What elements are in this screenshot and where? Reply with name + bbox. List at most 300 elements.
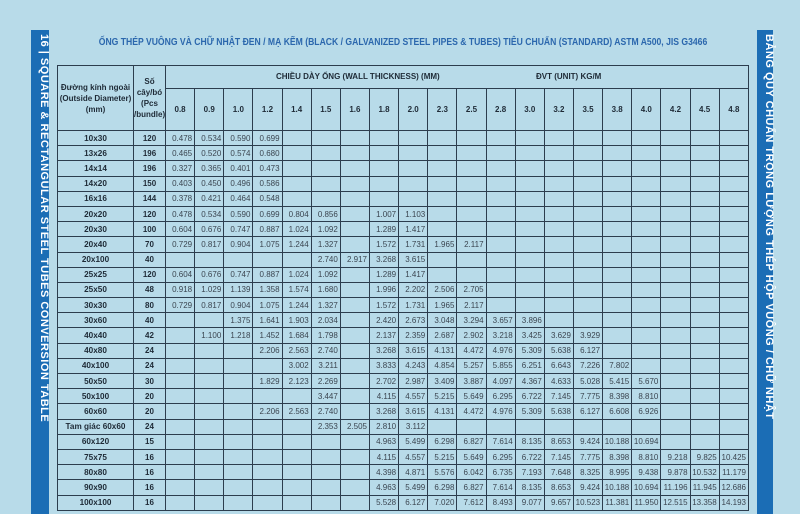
weight-cell: 0.534 bbox=[195, 131, 224, 146]
weight-cell bbox=[544, 267, 573, 282]
weight-cell: 2.206 bbox=[253, 343, 282, 358]
weight-cell bbox=[632, 328, 661, 343]
weight-cell: 0.887 bbox=[253, 267, 282, 282]
weight-cell bbox=[282, 480, 311, 495]
table-row bbox=[58, 237, 749, 252]
row-size: 14x20 bbox=[58, 176, 134, 191]
table-row bbox=[58, 222, 749, 237]
weight-cell bbox=[282, 419, 311, 434]
weight-cell bbox=[603, 328, 632, 343]
weight-cell bbox=[515, 252, 544, 267]
weight-cell bbox=[486, 146, 515, 161]
weight-cell: 2.810 bbox=[369, 419, 398, 434]
weight-cell: 6.127 bbox=[573, 343, 602, 358]
weight-cell bbox=[282, 434, 311, 449]
weight-cell bbox=[457, 267, 486, 282]
table-row bbox=[58, 404, 749, 419]
weight-cell: 4.871 bbox=[399, 465, 428, 480]
weight-cell: 3.833 bbox=[369, 358, 398, 373]
page-title: ỐNG THÉP VUÔNG VÀ CHỮ NHẬT ĐEN / MẠ KẼM (BLACK / GALVANIZED STEEL PIPES & TUBES) TIÊU CHUẨN (STANDARD) ASTM A500, JIS G3466 bbox=[98, 36, 708, 48]
weight-cell bbox=[515, 191, 544, 206]
weight-cell bbox=[195, 419, 224, 434]
row-size: 16x16 bbox=[58, 191, 134, 206]
weight-cell bbox=[340, 282, 369, 297]
weight-cell bbox=[661, 343, 690, 358]
weight-cell: 1.007 bbox=[369, 206, 398, 221]
weight-cell bbox=[632, 222, 661, 237]
weight-cell: 1.417 bbox=[399, 222, 428, 237]
weight-cell: 10.188 bbox=[603, 480, 632, 495]
weight-cell: 1.218 bbox=[224, 328, 253, 343]
weight-cell bbox=[661, 419, 690, 434]
weight-cell bbox=[690, 404, 719, 419]
row-pcs: 70 bbox=[134, 237, 166, 252]
weight-cell bbox=[340, 389, 369, 404]
weight-cell: 1.029 bbox=[195, 282, 224, 297]
weight-cell bbox=[369, 191, 398, 206]
weight-cell: 4.115 bbox=[369, 449, 398, 464]
weight-cell bbox=[719, 358, 748, 373]
row-pcs: 100 bbox=[134, 222, 166, 237]
weight-cell: 12.686 bbox=[719, 480, 748, 495]
weight-cell: 2.359 bbox=[399, 328, 428, 343]
weight-cell bbox=[544, 282, 573, 297]
weight-cell bbox=[224, 419, 253, 434]
weight-cell bbox=[457, 419, 486, 434]
weight-cell bbox=[515, 206, 544, 221]
table-row bbox=[58, 298, 749, 313]
weight-cell bbox=[573, 191, 602, 206]
weight-cell: 1.244 bbox=[282, 237, 311, 252]
row-pcs: 196 bbox=[134, 146, 166, 161]
weight-cell bbox=[632, 146, 661, 161]
weight-cell bbox=[690, 237, 719, 252]
weight-cell: 3.447 bbox=[311, 389, 340, 404]
weight-cell bbox=[282, 465, 311, 480]
weight-cell bbox=[340, 495, 369, 510]
weight-cell bbox=[340, 480, 369, 495]
weight-cell: 1.574 bbox=[282, 282, 311, 297]
row-size: 50x50 bbox=[58, 374, 134, 389]
weight-cell bbox=[340, 206, 369, 221]
weight-cell bbox=[690, 146, 719, 161]
weight-cell: 7.612 bbox=[457, 495, 486, 510]
weight-cell bbox=[690, 374, 719, 389]
table-row bbox=[58, 374, 749, 389]
weight-cell: 4.976 bbox=[486, 343, 515, 358]
weight-cell bbox=[224, 465, 253, 480]
weight-cell bbox=[661, 176, 690, 191]
weight-cell: 0.604 bbox=[166, 267, 195, 282]
weight-cell bbox=[719, 419, 748, 434]
weight-cell: 0.729 bbox=[166, 298, 195, 313]
weight-cell bbox=[661, 267, 690, 282]
table-row bbox=[58, 313, 749, 328]
weight-cell: 8.653 bbox=[544, 480, 573, 495]
weight-cell: 1.996 bbox=[369, 282, 398, 297]
weight-cell bbox=[690, 131, 719, 146]
weight-cell: 9.424 bbox=[573, 480, 602, 495]
weight-cell bbox=[515, 237, 544, 252]
weight-cell bbox=[166, 465, 195, 480]
weight-cell: 4.557 bbox=[399, 389, 428, 404]
weight-cell bbox=[544, 206, 573, 221]
weight-cell bbox=[166, 328, 195, 343]
weight-cell bbox=[661, 206, 690, 221]
weight-cell bbox=[428, 146, 457, 161]
row-pcs: 24 bbox=[134, 343, 166, 358]
thickness-header: 0.8 bbox=[166, 89, 195, 131]
weight-cell: 0.478 bbox=[166, 131, 195, 146]
weight-cell: 6.735 bbox=[486, 465, 515, 480]
weight-cell bbox=[719, 434, 748, 449]
weight-cell: 2.506 bbox=[428, 282, 457, 297]
weight-cell bbox=[195, 358, 224, 373]
weight-cell: 0.496 bbox=[224, 176, 253, 191]
weight-cell bbox=[661, 282, 690, 297]
header-thickness: CHIỀU DÀY ỐNG (WALL THICKNESS) (MM) bbox=[276, 72, 440, 81]
weight-cell: 1.965 bbox=[428, 298, 457, 313]
weight-cell: 1.641 bbox=[253, 313, 282, 328]
weight-cell: 2.420 bbox=[369, 313, 398, 328]
row-size: 50x100 bbox=[58, 389, 134, 404]
thickness-header: 2.0 bbox=[399, 89, 428, 131]
weight-cell bbox=[166, 495, 195, 510]
weight-cell bbox=[340, 237, 369, 252]
row-size: 10x30 bbox=[58, 131, 134, 146]
weight-cell: 3.218 bbox=[486, 328, 515, 343]
weight-cell: 9.077 bbox=[515, 495, 544, 510]
weight-cell bbox=[340, 434, 369, 449]
weight-cell: 1.375 bbox=[224, 313, 253, 328]
table-body bbox=[58, 131, 749, 511]
weight-cell: 12.515 bbox=[661, 495, 690, 510]
weight-cell: 0.365 bbox=[195, 161, 224, 176]
row-size: 13x26 bbox=[58, 146, 134, 161]
row-pcs: 16 bbox=[134, 480, 166, 495]
weight-cell: 11.179 bbox=[719, 465, 748, 480]
weight-cell bbox=[428, 222, 457, 237]
thickness-header: 4.0 bbox=[632, 89, 661, 131]
weight-cell: 7.145 bbox=[544, 389, 573, 404]
thickness-header: 4.8 bbox=[719, 89, 748, 131]
weight-cell bbox=[195, 465, 224, 480]
weight-cell: 4.633 bbox=[544, 374, 573, 389]
weight-cell: 2.505 bbox=[340, 419, 369, 434]
weight-cell bbox=[486, 267, 515, 282]
weight-cell bbox=[661, 404, 690, 419]
weight-cell bbox=[253, 358, 282, 373]
weight-cell: 6.827 bbox=[457, 434, 486, 449]
header-diameter: Đường kính ngoài (Outside Diameter) (mm) bbox=[58, 66, 134, 131]
row-size: 25x50 bbox=[58, 282, 134, 297]
weight-cell: 8.398 bbox=[603, 449, 632, 464]
weight-cell: 2.269 bbox=[311, 374, 340, 389]
weight-cell: 11.196 bbox=[661, 480, 690, 495]
weight-cell: 7.193 bbox=[515, 465, 544, 480]
table-row bbox=[58, 480, 749, 495]
weight-cell bbox=[690, 298, 719, 313]
weight-cell: 4.963 bbox=[369, 434, 398, 449]
thickness-header: 1.2 bbox=[253, 89, 282, 131]
weight-cell: 10.425 bbox=[719, 449, 748, 464]
row-size: 100x100 bbox=[58, 495, 134, 510]
weight-cell bbox=[690, 267, 719, 282]
table-row bbox=[58, 343, 749, 358]
weight-cell bbox=[457, 176, 486, 191]
weight-cell: 7.226 bbox=[573, 358, 602, 373]
weight-cell bbox=[340, 191, 369, 206]
weight-cell bbox=[719, 328, 748, 343]
weight-cell bbox=[661, 161, 690, 176]
table-row bbox=[58, 131, 749, 146]
table-row bbox=[58, 495, 749, 510]
weight-cell bbox=[282, 161, 311, 176]
weight-cell bbox=[486, 206, 515, 221]
weight-cell bbox=[253, 480, 282, 495]
weight-cell: 10.694 bbox=[632, 434, 661, 449]
row-pcs: 196 bbox=[134, 161, 166, 176]
weight-cell: 3.425 bbox=[515, 328, 544, 343]
weight-cell: 0.327 bbox=[166, 161, 195, 176]
weight-cell bbox=[340, 328, 369, 343]
weight-cell bbox=[632, 161, 661, 176]
thickness-header: 3.8 bbox=[603, 89, 632, 131]
weight-cell bbox=[632, 298, 661, 313]
weight-cell bbox=[544, 191, 573, 206]
table-row bbox=[58, 176, 749, 191]
weight-cell: 1.244 bbox=[282, 298, 311, 313]
weight-cell bbox=[166, 358, 195, 373]
weight-cell: 0.450 bbox=[195, 176, 224, 191]
weight-cell bbox=[603, 252, 632, 267]
weight-cell: 2.702 bbox=[369, 374, 398, 389]
weight-cell bbox=[166, 434, 195, 449]
row-size: 60x120 bbox=[58, 434, 134, 449]
weight-cell: 8.398 bbox=[603, 389, 632, 404]
weight-cell bbox=[719, 374, 748, 389]
weight-cell: 11.381 bbox=[603, 495, 632, 510]
weight-cell bbox=[486, 298, 515, 313]
weight-cell bbox=[340, 176, 369, 191]
weight-cell: 3.615 bbox=[399, 252, 428, 267]
weight-cell: 9.657 bbox=[544, 495, 573, 510]
weight-cell bbox=[224, 434, 253, 449]
weight-cell: 7.614 bbox=[486, 434, 515, 449]
weight-cell: 1.092 bbox=[311, 267, 340, 282]
weight-cell bbox=[195, 495, 224, 510]
weight-cell: 2.740 bbox=[311, 404, 340, 419]
weight-cell: 1.417 bbox=[399, 267, 428, 282]
weight-cell bbox=[340, 161, 369, 176]
weight-cell bbox=[632, 313, 661, 328]
weight-cell bbox=[690, 252, 719, 267]
weight-cell bbox=[603, 176, 632, 191]
weight-cell: 6.643 bbox=[544, 358, 573, 373]
weight-cell: 5.499 bbox=[399, 434, 428, 449]
table-row bbox=[58, 191, 749, 206]
weight-cell: 9.438 bbox=[632, 465, 661, 480]
weight-cell: 4.398 bbox=[369, 465, 398, 480]
weight-cell: 2.740 bbox=[311, 343, 340, 358]
weight-cell bbox=[340, 131, 369, 146]
weight-cell bbox=[632, 282, 661, 297]
weight-cell: 6.608 bbox=[603, 404, 632, 419]
weight-cell bbox=[661, 434, 690, 449]
weight-cell bbox=[719, 222, 748, 237]
weight-cell bbox=[632, 419, 661, 434]
weight-cell bbox=[486, 131, 515, 146]
weight-cell bbox=[282, 146, 311, 161]
weight-cell bbox=[166, 449, 195, 464]
weight-cell bbox=[690, 313, 719, 328]
weight-cell: 8.493 bbox=[486, 495, 515, 510]
row-size: 40x80 bbox=[58, 343, 134, 358]
weight-cell: 3.211 bbox=[311, 358, 340, 373]
weight-cell: 2.202 bbox=[399, 282, 428, 297]
weight-cell: 1.100 bbox=[195, 328, 224, 343]
weight-cell: 7.648 bbox=[544, 465, 573, 480]
weight-cell: 0.856 bbox=[311, 206, 340, 221]
weight-cell bbox=[282, 389, 311, 404]
table-row bbox=[58, 358, 749, 373]
weight-cell bbox=[661, 191, 690, 206]
weight-cell: 2.987 bbox=[399, 374, 428, 389]
weight-cell: 4.472 bbox=[457, 404, 486, 419]
weight-cell: 0.421 bbox=[195, 191, 224, 206]
weight-cell: 1.289 bbox=[369, 267, 398, 282]
weight-cell bbox=[690, 282, 719, 297]
weight-cell bbox=[486, 419, 515, 434]
weight-cell bbox=[340, 343, 369, 358]
weight-cell bbox=[311, 146, 340, 161]
weight-cell bbox=[719, 252, 748, 267]
weight-cell bbox=[603, 282, 632, 297]
row-pcs: 16 bbox=[134, 449, 166, 464]
weight-cell bbox=[719, 267, 748, 282]
weight-cell bbox=[632, 176, 661, 191]
weight-cell bbox=[690, 206, 719, 221]
thickness-header: 3.0 bbox=[515, 89, 544, 131]
weight-cell bbox=[661, 358, 690, 373]
weight-cell bbox=[369, 176, 398, 191]
table-row bbox=[58, 206, 749, 221]
weight-cell bbox=[632, 343, 661, 358]
weight-cell: 1.731 bbox=[399, 237, 428, 252]
weight-cell: 1.024 bbox=[282, 267, 311, 282]
row-size: 40x100 bbox=[58, 358, 134, 373]
weight-cell: 5.028 bbox=[573, 374, 602, 389]
weight-cell bbox=[573, 282, 602, 297]
weight-cell: 1.684 bbox=[282, 328, 311, 343]
weight-cell bbox=[603, 146, 632, 161]
row-pcs: 15 bbox=[134, 434, 166, 449]
weight-cell bbox=[515, 222, 544, 237]
weight-cell: 0.520 bbox=[195, 146, 224, 161]
weight-cell bbox=[515, 176, 544, 191]
row-size: 60x60 bbox=[58, 404, 134, 419]
weight-cell bbox=[399, 161, 428, 176]
weight-cell bbox=[486, 191, 515, 206]
weight-cell bbox=[632, 131, 661, 146]
weight-cell bbox=[603, 191, 632, 206]
weight-cell: 8.135 bbox=[515, 480, 544, 495]
weight-cell bbox=[573, 176, 602, 191]
weight-cell: 6.127 bbox=[573, 404, 602, 419]
weight-cell: 5.415 bbox=[603, 374, 632, 389]
weight-cell bbox=[486, 161, 515, 176]
row-size: 20x100 bbox=[58, 252, 134, 267]
weight-cell bbox=[166, 480, 195, 495]
weight-cell bbox=[166, 404, 195, 419]
row-pcs: 48 bbox=[134, 282, 166, 297]
weight-cell: 2.902 bbox=[457, 328, 486, 343]
weight-cell: 3.268 bbox=[369, 343, 398, 358]
weight-cell: 1.075 bbox=[253, 298, 282, 313]
weight-cell: 4.097 bbox=[486, 374, 515, 389]
weight-cell bbox=[603, 343, 632, 358]
weight-cell: 3.887 bbox=[457, 374, 486, 389]
weight-cell bbox=[340, 222, 369, 237]
weight-cell: 1.024 bbox=[282, 222, 311, 237]
weight-cell: 5.649 bbox=[457, 449, 486, 464]
weight-cell bbox=[457, 206, 486, 221]
weight-cell bbox=[573, 313, 602, 328]
table-row bbox=[58, 282, 749, 297]
weight-cell bbox=[603, 267, 632, 282]
weight-cell bbox=[719, 206, 748, 221]
weight-cell: 0.680 bbox=[253, 146, 282, 161]
weight-cell: 5.499 bbox=[399, 480, 428, 495]
weight-cell bbox=[195, 252, 224, 267]
weight-cell: 4.963 bbox=[369, 480, 398, 495]
weight-cell bbox=[428, 176, 457, 191]
weight-cell: 1.327 bbox=[311, 237, 340, 252]
weight-cell: 5.528 bbox=[369, 495, 398, 510]
weight-cell bbox=[661, 389, 690, 404]
weight-cell: 2.563 bbox=[282, 404, 311, 419]
weight-cell: 14.193 bbox=[719, 495, 748, 510]
weight-cell bbox=[253, 252, 282, 267]
weight-cell: 3.002 bbox=[282, 358, 311, 373]
weight-cell bbox=[515, 282, 544, 297]
weight-cell bbox=[544, 298, 573, 313]
table-row bbox=[58, 267, 749, 282]
table-row bbox=[58, 389, 749, 404]
weight-cell bbox=[690, 389, 719, 404]
weight-cell bbox=[369, 161, 398, 176]
table-row bbox=[58, 465, 749, 480]
weight-cell bbox=[690, 419, 719, 434]
weight-cell bbox=[195, 449, 224, 464]
row-pcs: 30 bbox=[134, 374, 166, 389]
weight-cell bbox=[544, 222, 573, 237]
weight-cell: 4.854 bbox=[428, 358, 457, 373]
weight-cell: 1.289 bbox=[369, 222, 398, 237]
weight-cell: 5.638 bbox=[544, 404, 573, 419]
weight-cell: 2.137 bbox=[369, 328, 398, 343]
row-size: 40x40 bbox=[58, 328, 134, 343]
weight-cell bbox=[690, 161, 719, 176]
weight-cell bbox=[457, 222, 486, 237]
weight-cell bbox=[224, 358, 253, 373]
weight-cell bbox=[369, 146, 398, 161]
weight-cell bbox=[544, 131, 573, 146]
weight-cell bbox=[224, 404, 253, 419]
weight-cell bbox=[224, 495, 253, 510]
weight-cell bbox=[661, 237, 690, 252]
weight-cell bbox=[282, 131, 311, 146]
